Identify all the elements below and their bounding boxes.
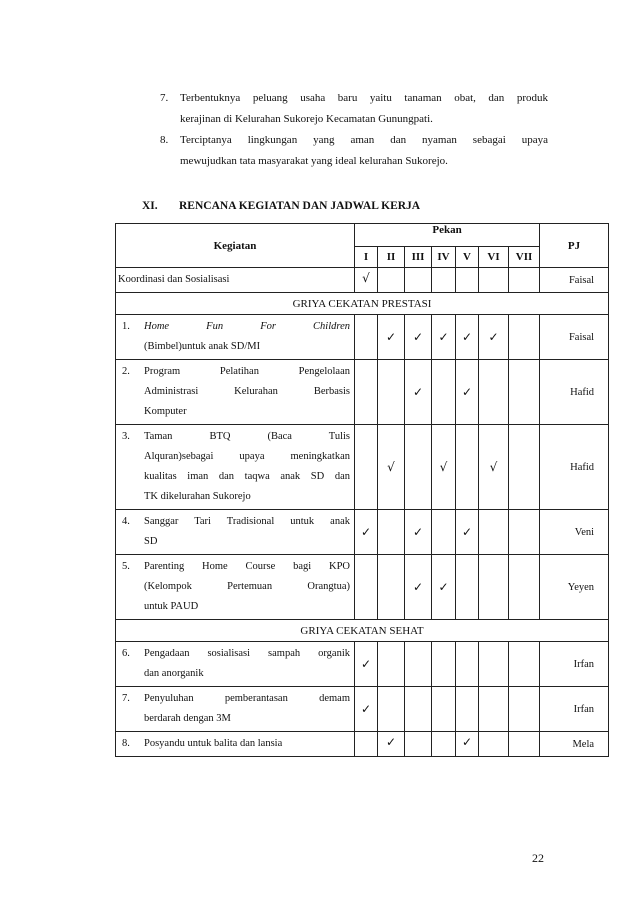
section-title: GRIYA CEKATAN SEHAT <box>116 620 609 642</box>
table-row <box>116 732 609 757</box>
week-cell <box>432 510 456 555</box>
activity-text: untuk PAUD <box>144 601 199 612</box>
pj-cell: Hafid <box>540 425 609 510</box>
pj-cell: Veni <box>540 510 609 555</box>
pj-cell: Mela <box>540 732 609 757</box>
week-cell <box>456 268 479 293</box>
table-row <box>116 555 609 620</box>
list-item-text: Terbentuknya peluang usaha baru yaitu tanaman obat, dan produk <box>180 92 548 104</box>
week-cell <box>456 642 479 687</box>
check-mark-icon: ✓ <box>456 732 479 757</box>
check-mark-icon: ✓ <box>355 687 378 732</box>
check-mark-icon: ✓ <box>479 315 509 360</box>
week-cell <box>378 555 405 620</box>
week-cell <box>509 268 540 293</box>
week-cell <box>378 268 405 293</box>
activity-cell <box>116 642 355 687</box>
activity-text: Sanggar Tari Tradisional untuk anak <box>144 516 350 527</box>
week-cell <box>432 642 456 687</box>
section-row <box>116 620 609 642</box>
week-cell <box>509 510 540 555</box>
check-mark-icon: ✓ <box>405 555 432 620</box>
section-title: GRIYA CEKATAN PRESTASI <box>116 293 609 315</box>
check-mark-icon: ✓ <box>456 360 479 425</box>
activity-text: Home Fun For Children <box>144 321 350 332</box>
list-item-continuation <box>160 109 548 130</box>
activity-text: Penyuluhan pemberantasan demam <box>144 693 350 704</box>
list-item <box>160 130 548 151</box>
week-cell <box>405 268 432 293</box>
schedule-table <box>115 223 609 757</box>
week-cell <box>378 687 405 732</box>
activity-text: kualitas iman dan taqwa anak SD dan <box>144 471 350 482</box>
check-mark-icon: √ <box>378 425 405 510</box>
check-mark-icon: √ <box>355 268 378 293</box>
activity-text: berdarah dengan 3M <box>144 713 231 724</box>
activity-number: 3. <box>122 431 130 442</box>
week-cell <box>509 315 540 360</box>
section-heading <box>142 200 420 212</box>
activity-text: Program Pelatihan Pengelolaan <box>144 366 350 377</box>
week-cell <box>355 425 378 510</box>
list-item-number: 8. <box>160 134 169 146</box>
week-cell <box>432 360 456 425</box>
week-cell <box>405 425 432 510</box>
activity-cell <box>116 268 355 293</box>
list-item-continuation <box>160 151 548 172</box>
activity-number: 5. <box>122 561 130 572</box>
week-cell <box>456 425 479 510</box>
week-cell <box>509 555 540 620</box>
week-header: VI <box>479 247 509 268</box>
week-cell <box>479 510 509 555</box>
check-mark-icon: √ <box>432 425 456 510</box>
objectives-list <box>160 88 548 172</box>
table-row <box>116 425 609 510</box>
week-cell <box>509 425 540 510</box>
week-header: III <box>405 247 432 268</box>
activity-cell <box>116 425 355 510</box>
week-header: VII <box>509 247 540 268</box>
week-header: IV <box>432 247 456 268</box>
week-cell <box>479 268 509 293</box>
pj-cell: Yeyen <box>540 555 609 620</box>
check-mark-icon: ✓ <box>378 315 405 360</box>
pj-cell: Faisal <box>540 268 609 293</box>
week-cell <box>432 687 456 732</box>
activity-text: (Kelompok Pertemuan Orangtua) <box>144 581 350 592</box>
week-cell <box>509 360 540 425</box>
activity-text: Komputer <box>144 406 187 417</box>
activity-text: SD <box>144 536 158 547</box>
list-item-text: Terciptanya lingkungan yang aman dan nyaman sebagai upaya <box>180 134 548 146</box>
pj-cell: Hafid <box>540 360 609 425</box>
check-mark-icon: ✓ <box>432 555 456 620</box>
week-cell <box>509 687 540 732</box>
week-cell <box>432 732 456 757</box>
list-item-number: 7. <box>160 92 169 104</box>
check-mark-icon: ✓ <box>405 510 432 555</box>
activity-cell <box>116 315 355 360</box>
activity-text: TK dikelurahan Sukorejo <box>144 491 251 502</box>
check-mark-icon: ✓ <box>456 510 479 555</box>
week-cell <box>479 687 509 732</box>
section-heading-number: XI. <box>142 200 158 212</box>
activity-cell <box>116 510 355 555</box>
activity-text: Alquran)sebagai upaya meningkatkan <box>144 451 350 462</box>
check-mark-icon: ✓ <box>456 315 479 360</box>
section-heading-title: RENCANA KEGIATAN DAN JADWAL KERJA <box>179 200 421 212</box>
table-row <box>116 642 609 687</box>
week-cell <box>355 360 378 425</box>
check-mark-icon: ✓ <box>355 510 378 555</box>
check-mark-icon: ✓ <box>405 315 432 360</box>
activity-number: 7. <box>122 693 130 704</box>
check-mark-icon: ✓ <box>378 732 405 757</box>
activity-cell <box>116 732 355 757</box>
week-cell <box>479 360 509 425</box>
header-pj: PJ <box>540 224 609 268</box>
week-cell <box>479 732 509 757</box>
activity-text: (Bimbel)untuk anak SD/MI <box>144 341 261 352</box>
week-cell <box>355 555 378 620</box>
header-kegiatan: Kegiatan <box>116 224 355 268</box>
activity-number: 4. <box>122 516 130 527</box>
week-cell <box>479 642 509 687</box>
week-cell <box>405 687 432 732</box>
week-cell <box>405 732 432 757</box>
week-cell <box>378 360 405 425</box>
week-cell <box>405 642 432 687</box>
list-item-text: mewujudkan tata masyarakat yang ideal kelurahan Sukorejo. <box>180 155 448 167</box>
activity-cell <box>116 555 355 620</box>
table-row <box>116 315 609 360</box>
week-cell <box>509 642 540 687</box>
week-cell <box>355 315 378 360</box>
table-row <box>116 360 609 425</box>
activity-text: Koordinasi dan Sosialisasi <box>118 274 230 285</box>
activity-number: 2. <box>122 366 130 377</box>
week-cell <box>355 732 378 757</box>
pj-cell: Irfan <box>540 687 609 732</box>
check-mark-icon: √ <box>479 425 509 510</box>
week-cell <box>378 642 405 687</box>
list-item-text: kerajinan di Kelurahan Sukorejo Kecamatan Gunungpati. <box>180 113 433 125</box>
activity-text: Posyandu untuk balita dan lansia <box>144 738 283 749</box>
activity-text: dan anorganik <box>144 668 204 679</box>
week-header: V <box>456 247 479 268</box>
week-header: II <box>378 247 405 268</box>
activity-text: Taman BTQ (Baca Tulis <box>144 431 350 442</box>
section-row <box>116 293 609 315</box>
activity-text: Administrasi Kelurahan Berbasis <box>144 386 350 397</box>
check-mark-icon: ✓ <box>355 642 378 687</box>
week-cell <box>509 732 540 757</box>
week-cell <box>456 687 479 732</box>
activity-number: 6. <box>122 648 130 659</box>
week-header: I <box>355 247 378 268</box>
pj-cell: Irfan <box>540 642 609 687</box>
week-cell <box>456 555 479 620</box>
check-mark-icon: ✓ <box>405 360 432 425</box>
header-pekan: Pekan <box>355 224 540 247</box>
table-row <box>116 687 609 732</box>
week-cell <box>479 555 509 620</box>
table-row <box>116 268 609 293</box>
week-cell <box>378 510 405 555</box>
activity-text: Pengadaan sosialisasi sampah organik <box>144 648 350 659</box>
activity-cell <box>116 360 355 425</box>
activity-number: 8. <box>122 738 130 749</box>
page-number: 22 <box>532 851 544 865</box>
activity-number: 1. <box>122 321 130 332</box>
activity-cell <box>116 687 355 732</box>
list-item <box>160 88 548 109</box>
pj-cell: Faisal <box>540 315 609 360</box>
table-row <box>116 510 609 555</box>
week-cell <box>432 268 456 293</box>
check-mark-icon: ✓ <box>432 315 456 360</box>
activity-text: Parenting Home Course bagi KPO <box>144 561 350 572</box>
